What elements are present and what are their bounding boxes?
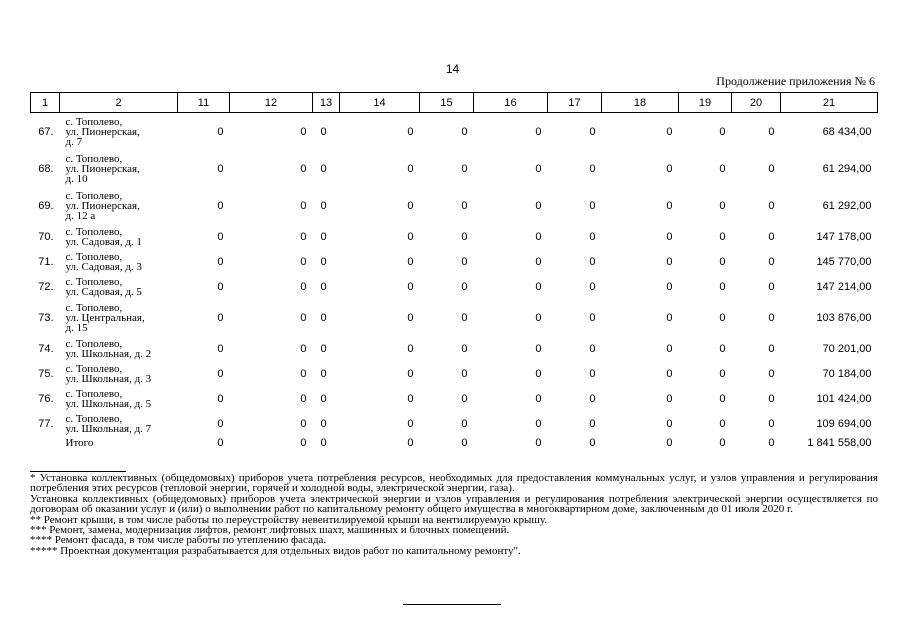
value-cell-18: 0 <box>666 436 673 449</box>
value-cell-11: 0 <box>217 436 224 449</box>
value-cell-15: 0 <box>461 392 468 405</box>
column-header: 1 <box>31 93 60 113</box>
value-cell-18: 0 <box>666 255 673 268</box>
value-cell-11: 0 <box>217 125 224 138</box>
value-cell-12: 0 <box>300 417 307 430</box>
value-cell-12: 0 <box>300 199 307 212</box>
value-cell-16: 0 <box>535 255 542 268</box>
value-cell-11: 0 <box>217 342 224 355</box>
value-cell-14: 0 <box>407 342 414 355</box>
value-cell-11: 0 <box>217 255 224 268</box>
value-cell-19: 0 <box>719 230 726 243</box>
value-cell-12: 0 <box>300 255 307 268</box>
value-cell-12: 0 <box>300 342 307 355</box>
value-cell-13: 0 <box>320 367 327 380</box>
value-cell-12: 0 <box>300 392 307 405</box>
value-cell-16: 0 <box>535 280 542 293</box>
value-cell-19: 0 <box>719 280 726 293</box>
table-row <box>31 411 878 436</box>
footnote: **** Ремонт фасада, в том числе работы по утеплению фасада. <box>30 534 327 547</box>
value-cell-17: 0 <box>589 436 596 449</box>
value-cell-21: 70 201,00 <box>822 342 872 355</box>
value-cell-16: 0 <box>535 230 542 243</box>
value-cell-15: 0 <box>461 280 468 293</box>
value-cell-15: 0 <box>461 436 468 449</box>
value-cell-20: 0 <box>768 367 775 380</box>
value-cell-15: 0 <box>461 342 468 355</box>
value-cell-21: 145 770,00 <box>816 255 872 268</box>
value-cell-11: 0 <box>217 280 224 293</box>
table-row <box>31 361 878 386</box>
value-cell-14: 0 <box>407 230 414 243</box>
row-number: 71. <box>38 255 54 268</box>
row-number: 73. <box>38 311 54 324</box>
table-row <box>31 274 878 299</box>
value-cell-11: 0 <box>217 417 224 430</box>
address-cell: с. Тополево, ул. Пионерская, д. 7 <box>65 115 140 148</box>
value-cell-11: 0 <box>217 162 224 175</box>
column-header: 11 <box>178 93 230 113</box>
value-cell-14: 0 <box>407 367 414 380</box>
value-cell-13: 0 <box>320 255 327 268</box>
value-cell-16: 0 <box>535 125 542 138</box>
page-number: 14 <box>445 62 460 76</box>
table-row <box>31 386 878 411</box>
row-number: 67. <box>38 125 54 138</box>
column-header: 16 <box>474 93 548 113</box>
row-number: 68. <box>38 162 54 175</box>
value-cell-13: 0 <box>320 436 327 449</box>
value-cell-21: 1 841 558,00 <box>807 436 872 449</box>
value-cell-17: 0 <box>589 342 596 355</box>
column-header: 15 <box>420 93 474 113</box>
value-cell-13: 0 <box>320 280 327 293</box>
value-cell-19: 0 <box>719 342 726 355</box>
value-cell-17: 0 <box>589 255 596 268</box>
value-cell-12: 0 <box>300 280 307 293</box>
value-cell-20: 0 <box>768 342 775 355</box>
value-cell-15: 0 <box>461 230 468 243</box>
value-cell-14: 0 <box>407 199 414 212</box>
value-cell-20: 0 <box>768 255 775 268</box>
value-cell-16: 0 <box>535 311 542 324</box>
value-cell-19: 0 <box>719 367 726 380</box>
value-cell-21: 61 292,00 <box>822 199 872 212</box>
value-cell-11: 0 <box>217 367 224 380</box>
value-cell-21: 147 214,00 <box>816 280 872 293</box>
value-cell-18: 0 <box>666 367 673 380</box>
address-cell: с. Тополево, ул. Садовая, д. 5 <box>65 275 142 298</box>
value-cell-18: 0 <box>666 199 673 212</box>
footnote: Установка коллективных (общедомовых) приборов учета электрической энергии и узлов управления и регулирования потребления электрической энергии осуществляется по договорам об оказании услуг и (или) о выполнении работ по капитальному ремонту общего имущества в многоквартирном доме, заключенным до 01 июля 2020 г. <box>30 492 878 516</box>
value-cell-14: 0 <box>407 436 414 449</box>
value-cell-14: 0 <box>407 417 414 430</box>
value-cell-13: 0 <box>320 417 327 430</box>
value-cell-14: 0 <box>407 392 414 405</box>
value-cell-16: 0 <box>535 199 542 212</box>
value-cell-19: 0 <box>719 199 726 212</box>
address-cell: с. Тополево, ул. Садовая, д. 3 <box>65 250 142 273</box>
footnote: ** Ремонт крыши, в том числе работы по переустройству невентилируемой крыши на вентилируемую крышу. <box>30 513 548 526</box>
column-header: 18 <box>602 93 679 113</box>
value-cell-20: 0 <box>768 199 775 212</box>
value-cell-17: 0 <box>589 199 596 212</box>
column-header: 14 <box>340 93 420 113</box>
value-cell-13: 0 <box>320 199 327 212</box>
row-number: 70. <box>38 230 54 243</box>
value-cell-21: 109 694,00 <box>816 417 872 430</box>
value-cell-21: 101 424,00 <box>816 392 872 405</box>
value-cell-13: 0 <box>320 311 327 324</box>
address-cell: с. Тополево, ул. Пионерская, д. 12 а <box>65 189 140 222</box>
row-number: 77. <box>38 417 54 430</box>
value-cell-16: 0 <box>535 436 542 449</box>
value-cell-19: 0 <box>719 125 726 138</box>
repair-cost-table <box>30 92 878 449</box>
value-cell-18: 0 <box>666 311 673 324</box>
footnotes <box>30 473 878 556</box>
column-header: 19 <box>679 93 732 113</box>
column-header: 21 <box>781 93 878 113</box>
table-row <box>31 187 878 224</box>
value-cell-14: 0 <box>407 311 414 324</box>
value-cell-16: 0 <box>535 392 542 405</box>
value-cell-16: 0 <box>535 417 542 430</box>
value-cell-19: 0 <box>719 162 726 175</box>
value-cell-14: 0 <box>407 255 414 268</box>
table-row <box>31 299 878 336</box>
value-cell-16: 0 <box>535 367 542 380</box>
table-row <box>31 249 878 274</box>
continuation-caption: Продолжение приложения № 6 <box>716 74 875 88</box>
table-row <box>31 224 878 249</box>
value-cell-20: 0 <box>768 436 775 449</box>
value-cell-21: 61 294,00 <box>822 162 872 175</box>
value-cell-19: 0 <box>719 392 726 405</box>
value-cell-20: 0 <box>768 162 775 175</box>
value-cell-14: 0 <box>407 280 414 293</box>
value-cell-12: 0 <box>300 230 307 243</box>
value-cell-18: 0 <box>666 392 673 405</box>
value-cell-19: 0 <box>719 417 726 430</box>
address-cell: с. Тополево, ул. Школьная, д. 2 <box>65 337 152 360</box>
value-cell-17: 0 <box>589 392 596 405</box>
value-cell-15: 0 <box>461 255 468 268</box>
footnote: *** Ремонт, замена, модернизация лифтов, ремонт лифтовых шахт, машинных и блочных помещений. <box>30 524 510 537</box>
value-cell-19: 0 <box>719 436 726 449</box>
value-cell-11: 0 <box>217 392 224 405</box>
value-cell-18: 0 <box>666 230 673 243</box>
value-cell-15: 0 <box>461 311 468 324</box>
value-cell-13: 0 <box>320 230 327 243</box>
row-number: 74. <box>38 342 54 355</box>
total-label: Итого <box>65 436 94 449</box>
value-cell-12: 0 <box>300 162 307 175</box>
value-cell-20: 0 <box>768 230 775 243</box>
value-cell-17: 0 <box>589 125 596 138</box>
value-cell-13: 0 <box>320 162 327 175</box>
column-header: 2 <box>60 93 178 113</box>
value-cell-19: 0 <box>719 311 726 324</box>
column-header: 12 <box>230 93 313 113</box>
value-cell-13: 0 <box>320 342 327 355</box>
value-cell-20: 0 <box>768 392 775 405</box>
address-cell: с. Тополево, ул. Центральная, д. 15 <box>65 301 145 334</box>
value-cell-17: 0 <box>589 280 596 293</box>
value-cell-12: 0 <box>300 125 307 138</box>
address-cell: с. Тополево, ул. Школьная, д. 5 <box>65 387 152 410</box>
value-cell-18: 0 <box>666 342 673 355</box>
value-cell-21: 147 178,00 <box>816 230 872 243</box>
table-row <box>31 150 878 187</box>
value-cell-21: 103 876,00 <box>816 311 872 324</box>
end-divider <box>403 604 501 605</box>
value-cell-15: 0 <box>461 125 468 138</box>
value-cell-15: 0 <box>461 162 468 175</box>
value-cell-12: 0 <box>300 311 307 324</box>
value-cell-19: 0 <box>719 255 726 268</box>
value-cell-12: 0 <box>300 367 307 380</box>
table-body <box>31 113 878 450</box>
value-cell-18: 0 <box>666 280 673 293</box>
address-cell: с. Тополево, ул. Пионерская, д. 10 <box>65 152 140 185</box>
value-cell-15: 0 <box>461 417 468 430</box>
value-cell-17: 0 <box>589 230 596 243</box>
value-cell-13: 0 <box>320 392 327 405</box>
row-number: 76. <box>38 392 54 405</box>
value-cell-11: 0 <box>217 230 224 243</box>
value-cell-18: 0 <box>666 417 673 430</box>
row-number: 69. <box>38 199 54 212</box>
value-cell-17: 0 <box>589 162 596 175</box>
address-cell: с. Тополево, ул. Садовая, д. 1 <box>65 225 142 248</box>
address-cell: с. Тополево, ул. Школьная, д. 3 <box>65 362 152 385</box>
value-cell-18: 0 <box>666 162 673 175</box>
value-cell-21: 70 184,00 <box>822 367 872 380</box>
footnote: * Установка коллективных (общедомовых) приборов учета потребления ресурсов, необходимых для предоставления коммунальных услуг, и узлов управления и регулирования потребления этих ресурсов (тепловой энергии, горячей и холодной воды, электрической энергии, газа). <box>30 472 878 495</box>
value-cell-20: 0 <box>768 125 775 138</box>
value-cell-16: 0 <box>535 342 542 355</box>
value-cell-16: 0 <box>535 162 542 175</box>
value-cell-20: 0 <box>768 311 775 324</box>
column-header: 17 <box>548 93 602 113</box>
value-cell-18: 0 <box>666 125 673 138</box>
value-cell-21: 68 434,00 <box>822 125 872 138</box>
value-cell-12: 0 <box>300 436 307 449</box>
value-cell-17: 0 <box>589 417 596 430</box>
value-cell-15: 0 <box>461 367 468 380</box>
value-cell-20: 0 <box>768 417 775 430</box>
row-number: 75. <box>38 367 54 380</box>
value-cell-14: 0 <box>407 125 414 138</box>
value-cell-17: 0 <box>589 367 596 380</box>
table-row <box>31 113 878 151</box>
value-cell-17: 0 <box>589 311 596 324</box>
row-number <box>31 436 60 449</box>
table-row <box>31 336 878 361</box>
column-header: 13 <box>313 93 340 113</box>
value-cell-13: 0 <box>320 125 327 138</box>
value-cell-11: 0 <box>217 311 224 324</box>
value-cell-15: 0 <box>461 199 468 212</box>
total-row <box>31 436 878 449</box>
table-header-row <box>31 93 878 113</box>
value-cell-14: 0 <box>407 162 414 175</box>
footnote: ***** Проектная документация разрабатывается для отдельных видов работ по капитальному ремонту". <box>30 544 521 557</box>
column-header: 20 <box>732 93 781 113</box>
value-cell-20: 0 <box>768 280 775 293</box>
row-number: 72. <box>38 280 54 293</box>
address-cell: с. Тополево, ул. Школьная, д. 7 <box>65 412 152 435</box>
value-cell-11: 0 <box>217 199 224 212</box>
